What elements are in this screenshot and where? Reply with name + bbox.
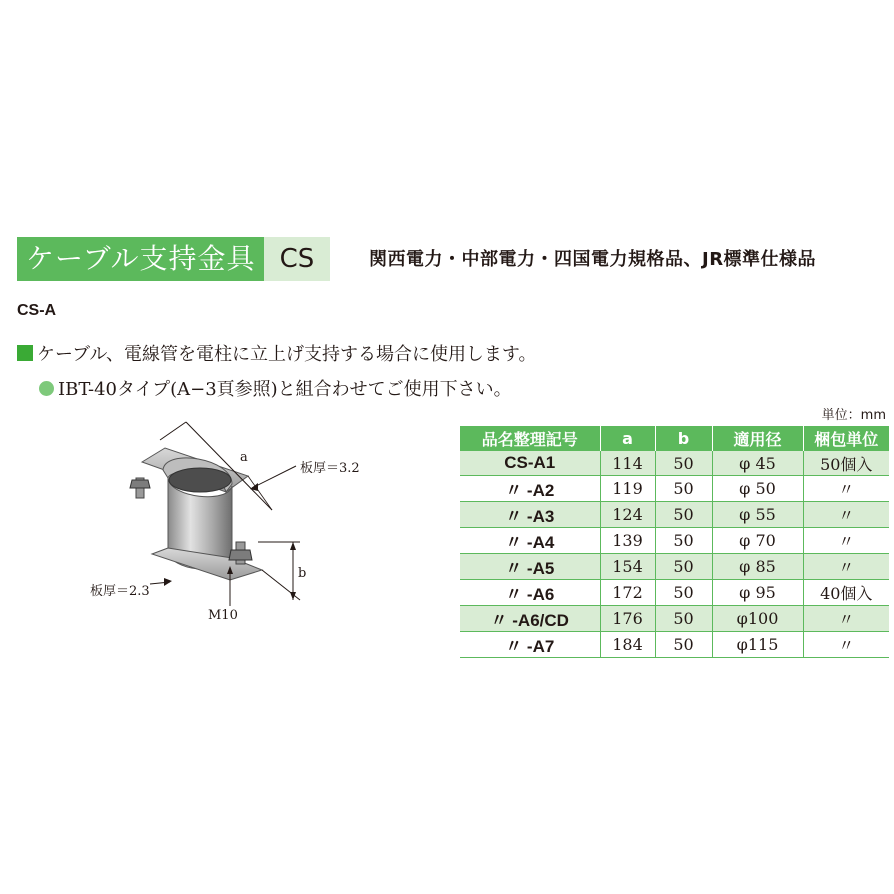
dimension-b-label: b [298, 566, 307, 581]
cell-b: 50 [655, 502, 712, 528]
cell-a: 172 [600, 580, 655, 606]
cell-a: 119 [600, 476, 655, 502]
table-row [460, 632, 889, 658]
table-row [460, 528, 889, 554]
plate-thickness-bottom-label: 板厚＝2.3 [90, 584, 150, 599]
cell-code: 〃 -A6/CD [460, 606, 600, 632]
bolt-label: M10 [208, 608, 238, 623]
header-a: a [600, 426, 655, 451]
cell-code: 〃 -A6 [460, 580, 600, 606]
square-bullet-icon [17, 345, 33, 361]
product-figure [0, 400, 455, 640]
cell-package: 50個入 [803, 451, 889, 476]
spec-table [460, 426, 889, 658]
cell-diameter: φ115 [712, 632, 803, 658]
cell-diameter: φ 85 [712, 554, 803, 580]
cell-code: 〃 -A7 [460, 632, 600, 658]
cell-diameter: φ100 [712, 606, 803, 632]
cell-a: 154 [600, 554, 655, 580]
dimension-a-label: a [240, 450, 248, 465]
header-package: 梱包単位 [803, 426, 889, 451]
cell-code: 〃 -A3 [460, 502, 600, 528]
table-row [460, 606, 889, 632]
note-line [39, 375, 512, 401]
cell-b: 50 [655, 528, 712, 554]
cell-package: 〃 [803, 502, 889, 528]
model-name: CS-A [17, 302, 57, 319]
header-b: b [655, 426, 712, 451]
table-row [460, 554, 889, 580]
note-text: IBT-40タイプ(A−3頁参照)と組合わせてご使用下さい。 [58, 379, 512, 400]
title-box [17, 237, 330, 281]
cell-a: 114 [600, 451, 655, 476]
cell-b: 50 [655, 580, 712, 606]
description-text: ケーブル、電線管を電柱に立上げ支持する場合に使用します。 [37, 344, 537, 365]
cell-diameter: φ 45 [712, 451, 803, 476]
cell-diameter: φ 55 [712, 502, 803, 528]
table-row [460, 451, 889, 476]
cell-package: 40個入 [803, 580, 889, 606]
cable-clamp-icon [0, 400, 455, 640]
cell-b: 50 [655, 554, 712, 580]
cell-code: 〃 -A5 [460, 554, 600, 580]
cell-package: 〃 [803, 528, 889, 554]
table-header-row [460, 426, 889, 451]
product-code: CS [279, 244, 315, 274]
table-row [460, 580, 889, 606]
cell-diameter: φ 50 [712, 476, 803, 502]
unit-label: 単位：mm [821, 408, 886, 423]
cell-code: 〃 -A4 [460, 528, 600, 554]
cell-code: CS-A1 [460, 451, 600, 476]
cell-a: 139 [600, 528, 655, 554]
cell-a: 176 [600, 606, 655, 632]
table-row [460, 502, 889, 528]
cell-diameter: φ 95 [712, 580, 803, 606]
cell-diameter: φ 70 [712, 528, 803, 554]
cell-b: 50 [655, 606, 712, 632]
page-title: ケーブル支持金具 [17, 237, 264, 281]
header-diameter: 適用径 [712, 426, 803, 451]
cell-code: 〃 -A2 [460, 476, 600, 502]
cell-package: 〃 [803, 632, 889, 658]
standard-text: 関西電力・中部電力・四国電力規格品、JR標準仕様品 [369, 249, 817, 270]
table-row [460, 476, 889, 502]
cell-package: 〃 [803, 554, 889, 580]
circle-bullet-icon [39, 381, 54, 396]
cell-a: 184 [600, 632, 655, 658]
cell-b: 50 [655, 451, 712, 476]
cell-package: 〃 [803, 476, 889, 502]
cell-b: 50 [655, 632, 712, 658]
cell-package: 〃 [803, 606, 889, 632]
cell-b: 50 [655, 476, 712, 502]
header-code: 品名整理記号 [460, 426, 600, 451]
cell-a: 124 [600, 502, 655, 528]
description-line [17, 340, 537, 366]
plate-thickness-top-label: 板厚＝3.2 [300, 461, 360, 476]
